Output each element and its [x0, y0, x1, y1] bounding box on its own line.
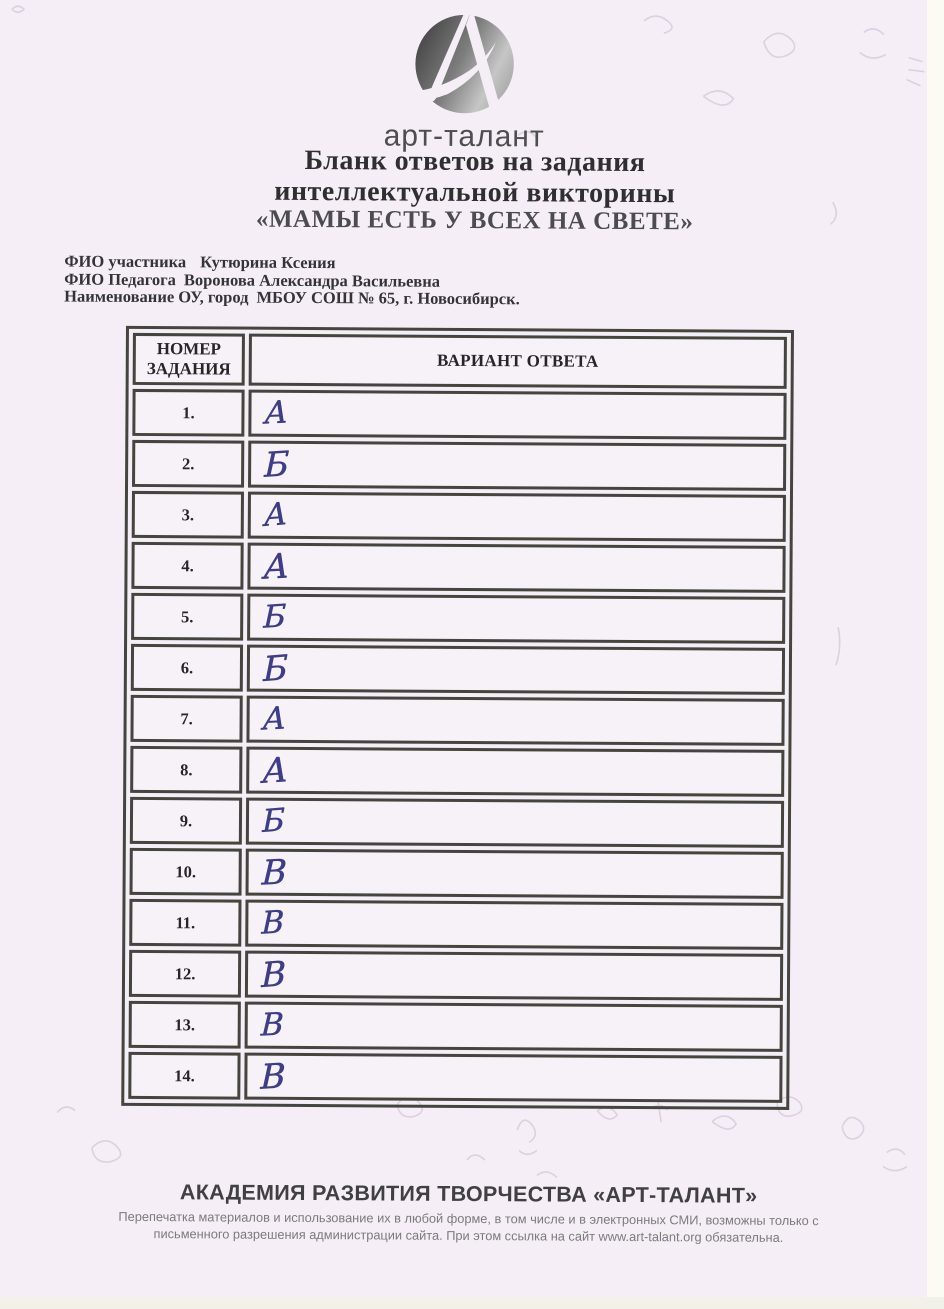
- answer-cell: [248, 441, 786, 491]
- answer-cell: [246, 849, 784, 899]
- task-number-cell: 11.: [129, 899, 241, 947]
- table-row: [130, 695, 784, 746]
- answer-cell: [248, 492, 786, 542]
- copyright-disclaimer: Перепечатка материалов и использование их в любой форме, в том числе и в электронных СМИ, возможны только с письменного разрешения администрации сайта. При этом ссылка на сайт www.art-talant.org обязательна.: [118, 1208, 819, 1245]
- task-number-cell: 3.: [132, 491, 244, 539]
- handwritten-answer: А: [261, 749, 289, 792]
- answer-cell: [245, 1002, 783, 1052]
- handwritten-answer: В: [260, 1006, 285, 1044]
- form-title-line2: интеллектуальной викторины: [274, 175, 676, 210]
- brand-name: арт-талант: [383, 119, 545, 154]
- task-number-cell: 2.: [132, 440, 244, 488]
- participant-name-value: Кутюрина Ксения: [200, 252, 336, 273]
- table-row: [129, 950, 783, 1001]
- task-number-cell: 4.: [131, 542, 243, 590]
- participant-info: [64, 253, 520, 309]
- answer-cell: [246, 798, 784, 848]
- handwritten-answer: Б: [262, 647, 288, 690]
- table-row: [132, 440, 786, 491]
- handwritten-answer: А: [263, 495, 288, 534]
- task-number-cell: 10.: [130, 848, 242, 896]
- handwritten-answer: В: [259, 1055, 286, 1098]
- table-row: [132, 389, 786, 440]
- table-row: [131, 593, 785, 644]
- answer-cell: [248, 390, 786, 440]
- task-number-cell: 8.: [130, 746, 242, 794]
- answer-cell: [246, 747, 784, 797]
- school-row: [64, 288, 520, 308]
- header-row: [133, 333, 787, 389]
- logo-block: [3, 3, 944, 128]
- art-talant-logo-icon: [408, 6, 521, 121]
- answer-cell: [244, 1053, 782, 1103]
- answers-table-wrap: [121, 326, 794, 1110]
- answer-cell: [247, 594, 785, 644]
- scanner-edge-bottom: [0, 1297, 944, 1309]
- answers-table-body: [128, 389, 786, 1103]
- table-row: [128, 1052, 782, 1103]
- handwritten-answer: А: [261, 700, 287, 738]
- task-number-cell: 12.: [129, 950, 241, 998]
- form-title-line1: Бланк ответов на задания: [304, 144, 646, 179]
- handwritten-answer: Б: [261, 801, 285, 840]
- answer-cell: [245, 951, 783, 1001]
- task-number-cell: 7.: [130, 695, 242, 743]
- teacher-name-value: Воронова Александра Васильевна: [183, 269, 441, 291]
- school-value: МБОУ СОШ № 65, г. Новосибирск.: [256, 287, 520, 309]
- table-row: [131, 542, 785, 593]
- table-row: [129, 1001, 783, 1052]
- task-number-cell: 6.: [131, 644, 243, 692]
- task-number-cell: 13.: [129, 1001, 241, 1049]
- teacher-name-label: ФИО Педагога: [64, 269, 176, 289]
- handwritten-answer: В: [260, 953, 287, 996]
- answers-table: [121, 326, 794, 1110]
- handwritten-answer: Б: [262, 598, 287, 636]
- answer-cell: [247, 543, 785, 593]
- handwritten-answer: А: [262, 545, 291, 587]
- handwritten-answer: Б: [263, 443, 290, 486]
- answer-cell: [246, 696, 784, 746]
- answer-cell: [245, 900, 783, 950]
- table-row: [132, 491, 786, 542]
- table-row: [130, 746, 784, 797]
- table-row: [129, 899, 783, 950]
- handwritten-answer: В: [260, 851, 288, 893]
- task-number-cell: 9.: [130, 797, 242, 845]
- table-row: [130, 848, 784, 899]
- table-row: [130, 797, 784, 848]
- task-number-cell: 1.: [132, 389, 244, 437]
- quiz-name: «МАМЫ ЕСТЬ У ВСЕХ НА СВЕТЕ»: [255, 205, 694, 236]
- table-row: [131, 644, 785, 695]
- task-number-cell: 5.: [131, 593, 243, 641]
- handwritten-answer: А: [263, 394, 289, 432]
- col-header-task-number: НОМЕР ЗАДАНИЯ: [133, 333, 245, 386]
- participant-name-label: ФИО участника: [64, 251, 187, 272]
- scanner-edge-right: [927, 0, 944, 1309]
- col-header-answer: ВАРИАНТ ОТВЕТА: [249, 334, 787, 389]
- handwritten-answer: В: [260, 903, 285, 942]
- academy-title: АКАДЕМИЯ РАЗВИТИЯ ТВОРЧЕСТВА «АРТ-ТАЛАНТ»: [179, 1180, 758, 1208]
- school-label: Наименование ОУ, город: [64, 286, 249, 307]
- task-number-cell: 14.: [128, 1052, 240, 1100]
- answer-cell: [247, 645, 785, 695]
